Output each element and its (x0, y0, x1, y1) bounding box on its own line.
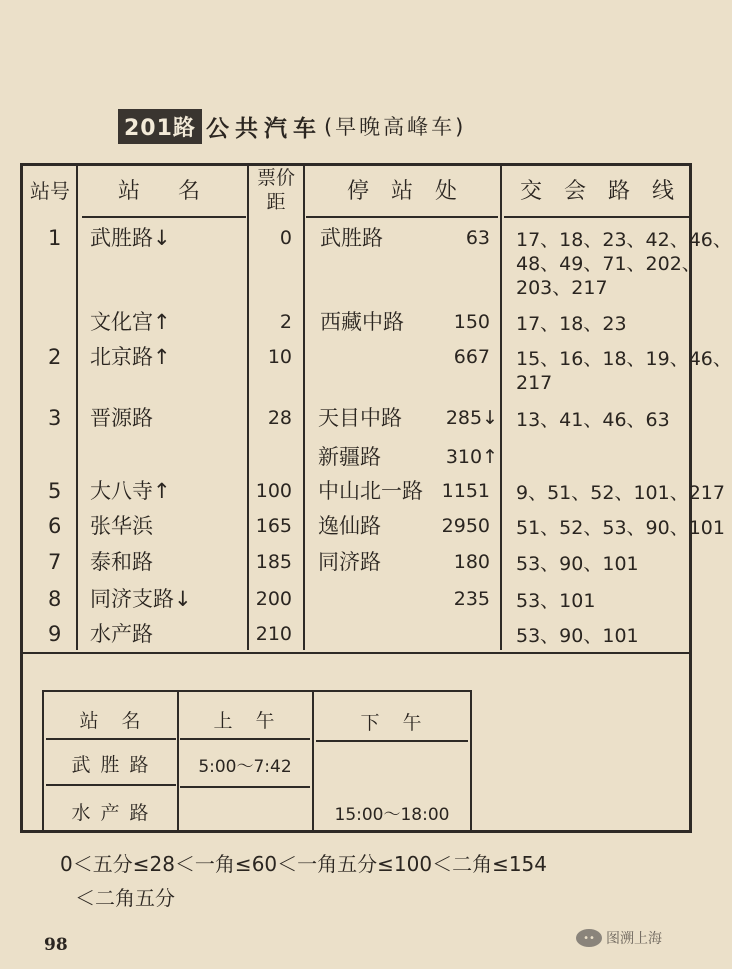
fare-note-line-1: 0＜五分≤28＜一角≤60＜一角五分≤100＜二角≤154 (60, 852, 548, 876)
row-3-lines-2: 217 (516, 372, 553, 394)
row-9-pdist: 235 (453, 588, 490, 610)
fare-note-line-2: ＜二角五分 (75, 886, 175, 910)
header-underline (306, 216, 498, 218)
schedule-table (42, 690, 472, 830)
sched-header-pm: 下 午 (360, 712, 424, 734)
row-8-lines-1: 53、90、101 (516, 553, 639, 575)
row-4-dist: 28 (267, 407, 292, 429)
header-stop-place: 停 站 处 (346, 179, 457, 204)
row-4-lines-1: 13、41、46、63 (516, 409, 670, 431)
row-8-dist: 185 (255, 551, 292, 573)
sched-col-divider (177, 692, 179, 830)
sched-row1-am: 5:00～7:42 (198, 757, 292, 777)
row-3-no: 2 (48, 345, 62, 369)
page-number: 98 (44, 935, 68, 955)
col-divider (247, 166, 249, 650)
row-2-dist: 2 (279, 311, 292, 333)
row-10-name: 水产路 (90, 622, 153, 646)
sched-row2-name: 水 产 路 (71, 802, 151, 824)
row-5-place: 新疆路 (318, 445, 381, 469)
row-3-dist: 10 (267, 346, 292, 368)
row-7-name: 张华浜 (90, 514, 153, 538)
title-name: 公共汽车 (205, 115, 322, 142)
header-transfer: 交 会 路 线 (519, 179, 674, 204)
row-9-name: 同济支路↓ (90, 587, 192, 611)
row-8-name: 泰和路 (90, 550, 153, 574)
row-1-pdist: 63 (465, 227, 490, 249)
row-7-lines-1: 51、52、53、90、101 (516, 517, 725, 539)
route-number-badge: 201路 (118, 109, 202, 144)
row-7-place: 逸仙路 (318, 514, 381, 538)
row-8-no: 7 (48, 550, 62, 574)
header-stop-name: 站 名 (117, 179, 208, 204)
row-7-dist: 165 (255, 515, 292, 537)
sched-row-divider (46, 738, 176, 740)
sched-row2-pm: 15:00～18:00 (334, 805, 450, 825)
row-1-place: 武胜路 (320, 226, 383, 250)
header-underline (82, 216, 246, 218)
row-6-pdist: 1151 (441, 480, 490, 502)
header-fare-top: 票价 (256, 167, 295, 189)
row-7-pdist: 2950 (441, 515, 490, 537)
col-divider (500, 166, 502, 650)
row-8-place: 同济路 (318, 550, 381, 574)
row-2-name: 文化宫↑ (90, 310, 171, 334)
sched-row-divider (180, 786, 310, 788)
title-note: (早晚高峰车) (323, 115, 467, 139)
row-9-no: 8 (48, 587, 62, 611)
row-3-lines-1: 15、16、18、19、46、 (516, 348, 732, 370)
row-2-lines-1: 17、18、23 (516, 313, 627, 335)
col-divider (76, 166, 78, 650)
row-1-dist: 0 (279, 227, 292, 249)
row-2-place: 西藏中路 (320, 310, 404, 334)
header-stop-no: 站号 (30, 179, 70, 203)
row-10-dist: 210 (255, 623, 292, 645)
row-1-lines-1: 17、18、23、42、46、 (516, 229, 732, 251)
watermark (576, 928, 662, 948)
row-6-lines-1: 9、51、52、101、217 (516, 482, 725, 504)
sched-row-divider (180, 738, 310, 740)
row-3-name: 北京路↑ (90, 345, 171, 369)
sched-col-divider (312, 692, 314, 830)
row-9-lines-1: 53、101 (516, 590, 596, 612)
row-6-name: 大八寺↑ (90, 479, 171, 503)
wechat-icon: •• (576, 929, 602, 947)
row-10-lines-1: 53、90、101 (516, 625, 639, 647)
row-4-place: 天目中路 (318, 406, 402, 430)
row-4-name: 晋源路 (90, 406, 153, 430)
sched-row-divider (316, 740, 468, 742)
row-1-no: 1 (48, 226, 62, 250)
row-3-pdist: 667 (453, 346, 490, 368)
row-7-no: 6 (48, 514, 62, 538)
header-underline (504, 216, 690, 218)
row-8-pdist: 180 (453, 551, 490, 573)
row-4-pdist: 285↓ (445, 407, 498, 429)
sched-header-am: 上 午 (213, 710, 277, 732)
sched-row-divider (46, 784, 176, 786)
row-5-pdist: 310↑ (445, 446, 498, 468)
header-fare-bottom: 距 (266, 191, 286, 213)
row-6-place: 中山北一路 (318, 479, 423, 503)
row-2-pdist: 150 (453, 311, 490, 333)
watermark-text: 图溯上海 (606, 931, 662, 947)
row-4-no: 3 (48, 406, 62, 430)
sched-header-name: 站 名 (79, 710, 143, 732)
row-10-no: 9 (48, 622, 62, 646)
row-1-lines-3: 203、217 (516, 277, 608, 299)
row-1-name: 武胜路↓ (90, 226, 171, 250)
row-6-dist: 100 (255, 480, 292, 502)
sched-row1-name: 武 胜 路 (71, 754, 151, 776)
col-divider (303, 166, 305, 650)
table-bottom-rule (20, 652, 692, 654)
row-6-no: 5 (48, 479, 62, 503)
row-9-dist: 200 (255, 588, 292, 610)
row-1-lines-2: 48、49、71、202、 (516, 253, 701, 275)
page-title (118, 108, 466, 144)
